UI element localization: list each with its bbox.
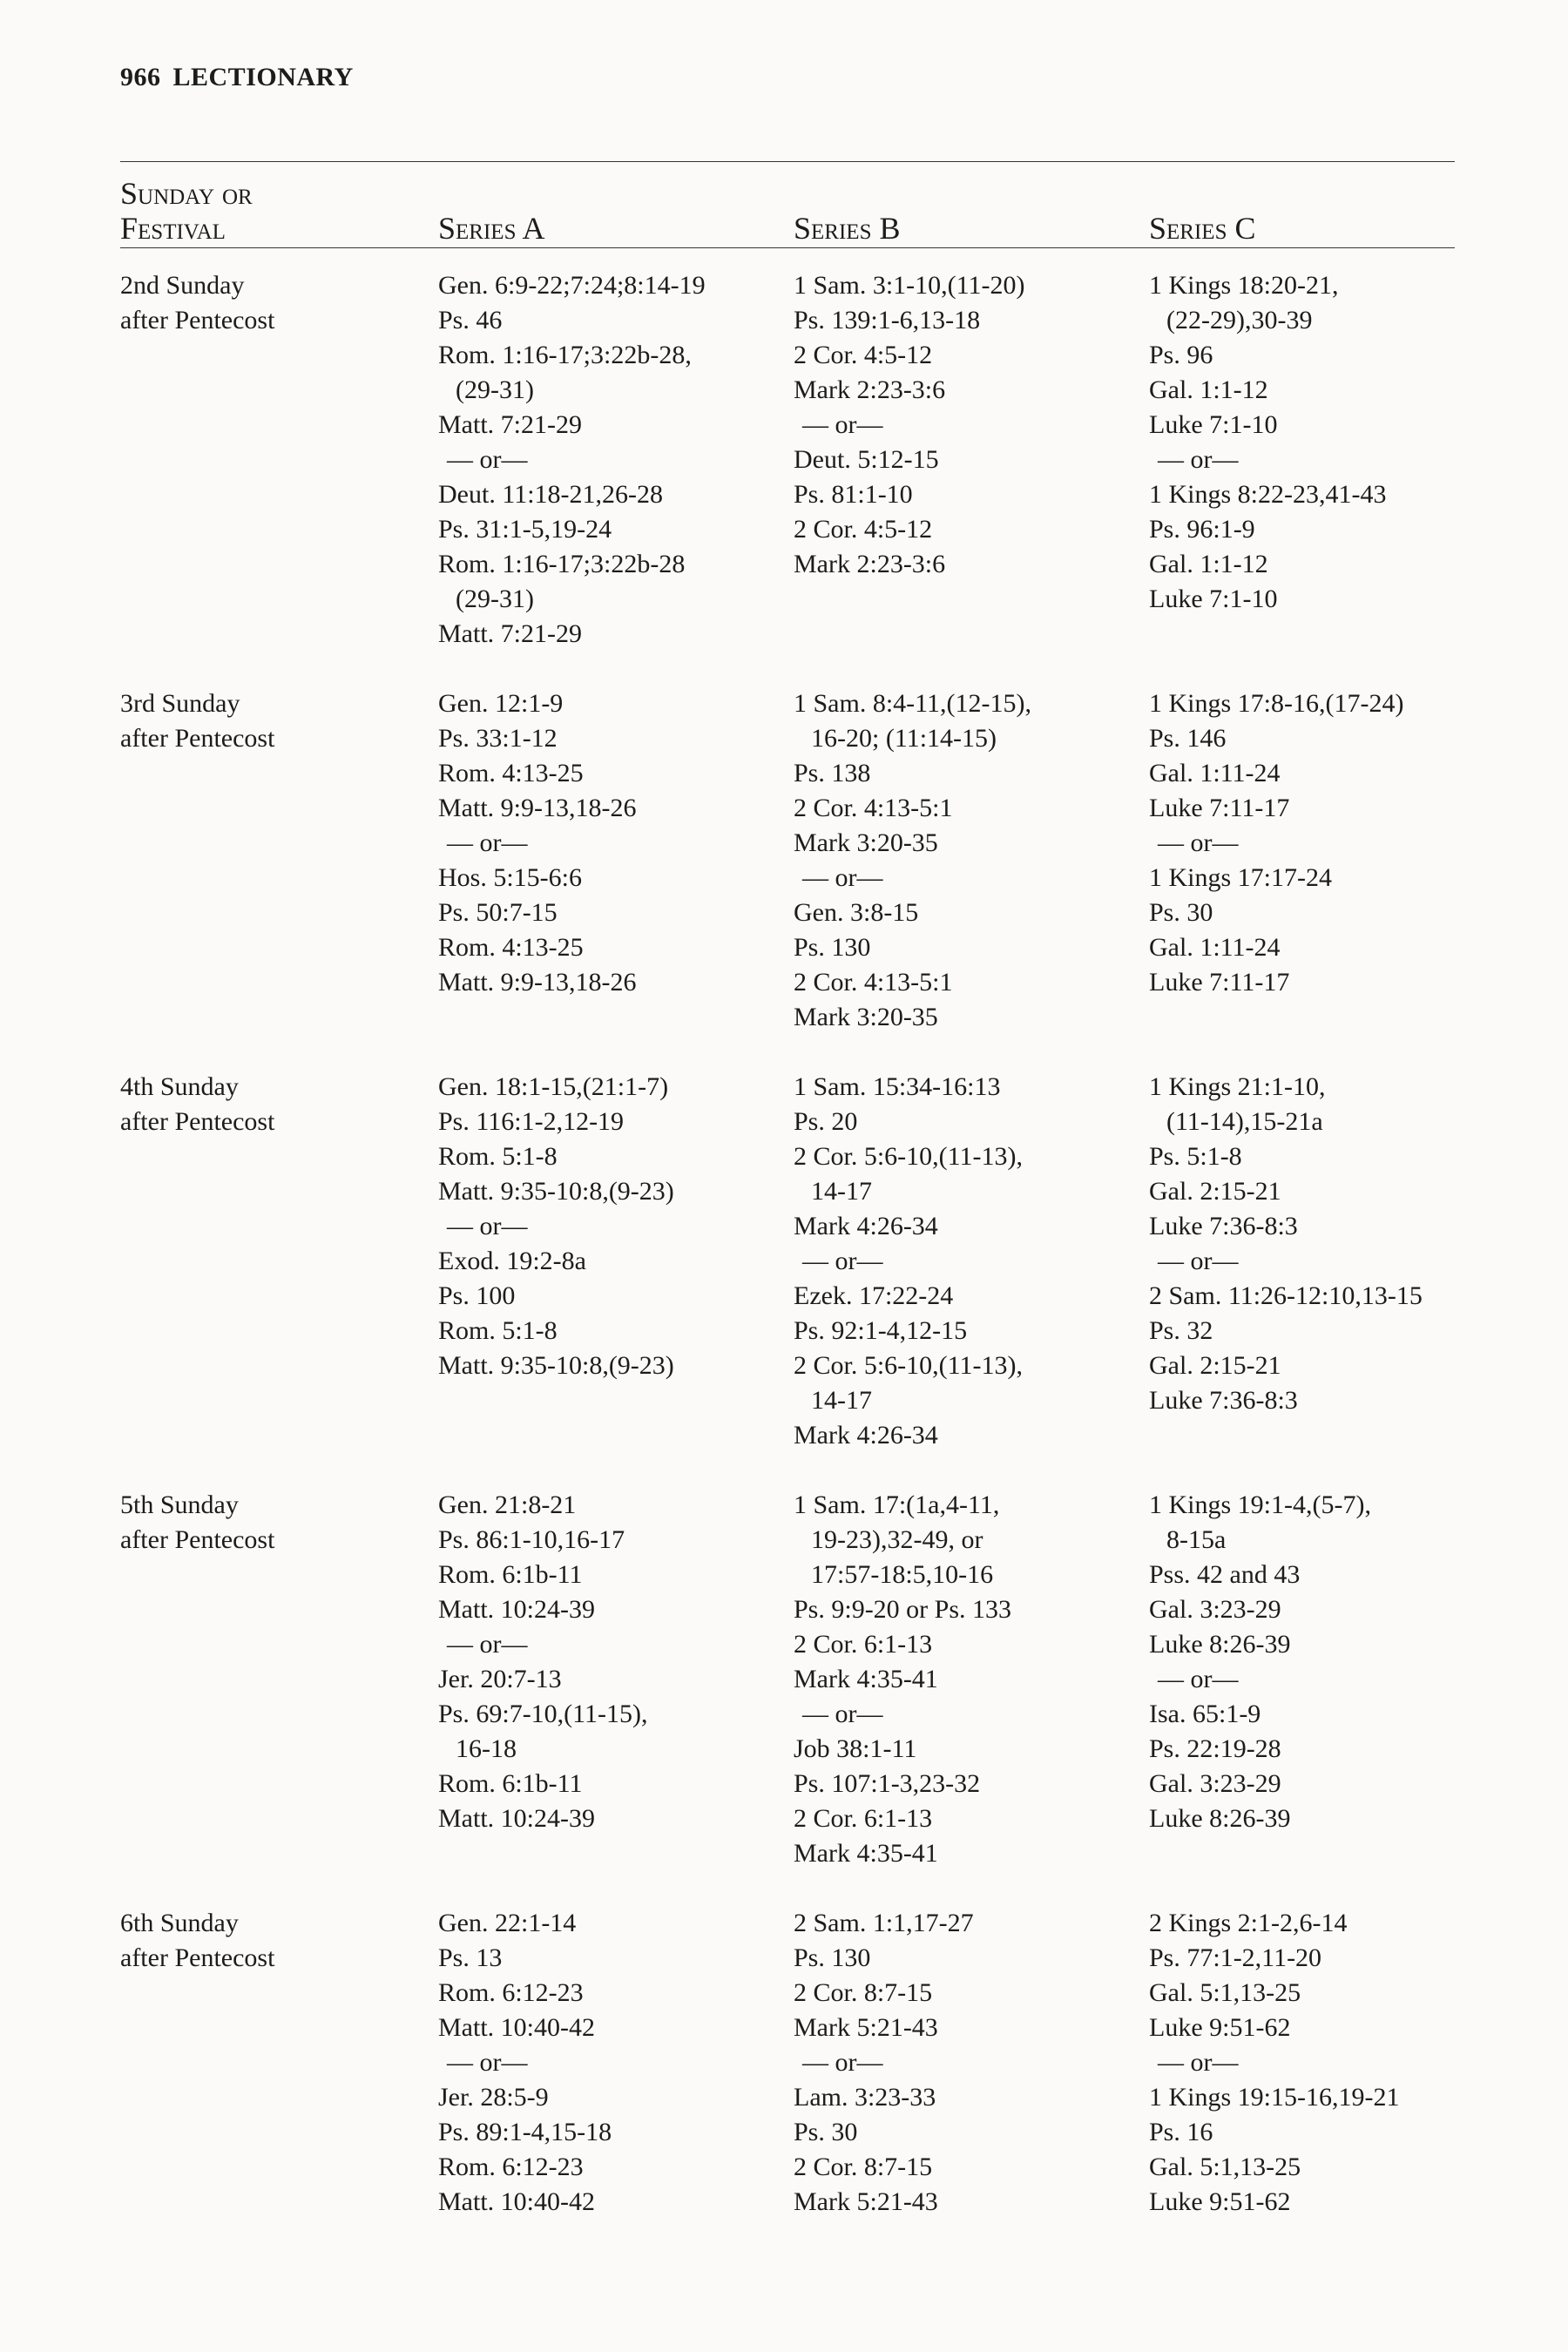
reading: 17:57-18:5,10-16	[811, 1560, 994, 1589]
festival-line: after Pentecost	[120, 724, 275, 753]
reading: Rom. 6:12-23	[438, 1978, 584, 2007]
series-b-cell	[794, 1906, 1149, 2220]
reading: 2 Cor. 8:7-15	[794, 1978, 933, 2007]
reading: Ps. 138	[794, 759, 871, 787]
reading: Gal. 3:23-29	[1149, 1595, 1281, 1624]
reading: Mark 2:23-3:6	[794, 550, 946, 578]
reading: 2 Sam. 1:1,17-27	[794, 1909, 974, 1937]
festival-line: 2nd Sunday	[120, 271, 245, 300]
table-row	[120, 268, 1455, 652]
reading: Gal. 2:15-21	[1149, 1177, 1281, 1206]
reading: 2 Cor. 5:6-10,(11-13),	[794, 1142, 1024, 1171]
reading: Matt. 10:24-39	[438, 1595, 595, 1624]
reading: Rom. 1:16-17;3:22b-28,	[438, 341, 692, 369]
reading: Ps. 107:1-3,23-32	[794, 1769, 981, 1798]
reading: 2 Cor. 4:13-5:1	[794, 794, 953, 822]
reading: Matt. 10:24-39	[438, 1804, 595, 1833]
reading: Ps. 130	[794, 1943, 871, 1972]
festival-cell	[120, 1488, 438, 1871]
reading: Ps. 50:7-15	[438, 898, 558, 927]
reading: Gal. 5:1,13-25	[1149, 1978, 1301, 2007]
lectionary-table-body	[120, 268, 1455, 2254]
reading: — or—	[447, 1212, 528, 1240]
reading: 1 Kings 18:20-21,	[1149, 271, 1339, 300]
reading: 8-15a	[1166, 1525, 1227, 1554]
table-row	[120, 1070, 1455, 1453]
reading: Mark 4:26-34	[794, 1212, 938, 1240]
reading: Luke 7:11-17	[1149, 794, 1290, 822]
series-c-cell	[1149, 686, 1455, 1035]
reading: (11-14),15-21a	[1166, 1107, 1323, 1136]
series-b-cell	[794, 1488, 1149, 1871]
reading: Ps. 92:1-4,12-15	[794, 1316, 968, 1345]
reading: 1 Kings 8:22-23,41-43	[1149, 480, 1387, 509]
reading: 2 Cor. 8:7-15	[794, 2153, 933, 2181]
reading: 16-20; (11:14-15)	[811, 724, 997, 753]
reading: Luke 8:26-39	[1149, 1630, 1291, 1659]
reading: Ps. 16	[1149, 2118, 1213, 2146]
reading: Mark 3:20-35	[794, 828, 938, 857]
table-row	[120, 686, 1455, 1035]
reading: Exod. 19:2-8a	[438, 1247, 586, 1275]
reading: 1 Kings 21:1-10,	[1149, 1072, 1326, 1101]
reading: Gal. 1:11-24	[1149, 933, 1281, 962]
reading: 16-18	[456, 1734, 517, 1763]
reading: — or—	[802, 1700, 883, 1728]
reading: 2 Cor. 4:13-5:1	[794, 968, 953, 997]
reading: Deut. 11:18-21,26-28	[438, 480, 664, 509]
page-title: LECTIONARY	[172, 63, 354, 91]
reading: Ps. 20	[794, 1107, 858, 1136]
reading: Ps. 146	[1149, 724, 1227, 753]
reading: Hos. 5:15-6:6	[438, 863, 582, 892]
series-c-cell	[1149, 1906, 1455, 2220]
festival-line: after Pentecost	[120, 306, 275, 335]
reading: Rom. 1:16-17;3:22b-28	[438, 550, 686, 578]
reading: Ps. 46	[438, 306, 503, 335]
reading: Gal. 3:23-29	[1149, 1769, 1281, 1798]
reading: (22-29),30-39	[1166, 306, 1313, 335]
reading: Jer. 20:7-13	[438, 1665, 562, 1693]
reading: — or—	[802, 2048, 883, 2077]
table-top-rule	[120, 161, 1455, 162]
reading: Luke 9:51-62	[1149, 2013, 1291, 2042]
reading: — or—	[447, 2048, 528, 2077]
reading: 1 Kings 19:1-4,(5-7),	[1149, 1490, 1371, 1519]
reading: 1 Sam. 17:(1a,4-11,	[794, 1490, 1000, 1519]
reading: — or—	[447, 1630, 528, 1659]
reading: Gen. 3:8-15	[794, 898, 919, 927]
festival-line: 3rd Sunday	[120, 689, 240, 718]
reading: 19-23),32-49, or	[811, 1525, 983, 1554]
reading: Mark 2:23-3:6	[794, 375, 946, 404]
reading: Mark 4:35-41	[794, 1665, 938, 1693]
reading: Mark 5:21-43	[794, 2013, 938, 2042]
reading: Matt. 9:35-10:8,(9-23)	[438, 1351, 674, 1380]
reading: 14-17	[811, 1177, 872, 1206]
series-a-cell	[438, 1488, 794, 1871]
reading: Gal. 1:1-12	[1149, 375, 1268, 404]
reading: — or—	[1158, 2048, 1239, 2077]
reading: Gen. 22:1-14	[438, 1909, 577, 1937]
reading: — or—	[1158, 445, 1239, 474]
reading: Matt. 7:21-29	[438, 410, 582, 439]
column-header-series-a: Series A	[438, 211, 545, 246]
reading: Ps. 22:19-28	[1149, 1734, 1281, 1763]
reading: Matt. 7:21-29	[438, 619, 582, 648]
reading: Lam. 3:23-33	[794, 2083, 936, 2112]
reading: Gen. 12:1-9	[438, 689, 564, 718]
reading: Deut. 5:12-15	[794, 445, 939, 474]
reading: Luke 7:1-10	[1149, 410, 1278, 439]
reading: Ps. 30	[794, 2118, 858, 2146]
reading: Matt. 10:40-42	[438, 2187, 595, 2216]
reading: 1 Kings 17:8-16,(17-24)	[1149, 689, 1404, 718]
series-a-cell	[438, 1070, 794, 1453]
reading: Gal. 5:1,13-25	[1149, 2153, 1301, 2181]
reading: Gen. 18:1-15,(21:1-7)	[438, 1072, 669, 1101]
reading: — or—	[447, 445, 528, 474]
reading: 1 Sam. 8:4-11,(12-15),	[794, 689, 1032, 718]
reading: Ps. 96:1-9	[1149, 515, 1255, 544]
reading: 1 Kings 19:15-16,19-21	[1149, 2083, 1400, 2112]
column-header-festival	[120, 176, 253, 246]
reading: 14-17	[811, 1386, 872, 1415]
reading: (29-31)	[456, 375, 534, 404]
series-a-cell	[438, 686, 794, 1035]
reading: 2 Cor. 5:6-10,(11-13),	[794, 1351, 1024, 1380]
reading: Rom. 5:1-8	[438, 1316, 558, 1345]
reading: — or—	[1158, 828, 1239, 857]
reading: Mark 5:21-43	[794, 2187, 938, 2216]
reading: Jer. 28:5-9	[438, 2083, 549, 2112]
reading: — or—	[802, 1247, 883, 1275]
series-a-cell	[438, 268, 794, 652]
festival-line: 4th Sunday	[120, 1072, 239, 1101]
reading: Luke 7:36-8:3	[1149, 1386, 1298, 1415]
reading: Gal. 2:15-21	[1149, 1351, 1281, 1380]
reading: 2 Cor. 6:1-13	[794, 1630, 933, 1659]
reading: Luke 8:26-39	[1149, 1804, 1291, 1833]
series-b-cell	[794, 1070, 1149, 1453]
series-c-cell	[1149, 1488, 1455, 1871]
reading: Gen. 21:8-21	[438, 1490, 577, 1519]
reading: Ps. 116:1-2,12-19	[438, 1107, 625, 1136]
reading: Matt. 9:9-13,18-26	[438, 968, 637, 997]
reading: 2 Cor. 6:1-13	[794, 1804, 933, 1833]
series-b-cell	[794, 268, 1149, 652]
series-b-cell	[794, 686, 1149, 1035]
festival-line: after Pentecost	[120, 1525, 275, 1554]
reading: — or—	[1158, 1247, 1239, 1275]
festival-cell	[120, 268, 438, 652]
table-header-rule	[120, 247, 1455, 248]
series-c-cell	[1149, 268, 1455, 652]
reading: Ps. 31:1-5,19-24	[438, 515, 612, 544]
reading: Rom. 4:13-25	[438, 759, 584, 787]
reading: Ps. 81:1-10	[794, 480, 913, 509]
reading: Matt. 9:9-13,18-26	[438, 794, 637, 822]
reading: Ps. 13	[438, 1943, 503, 1972]
reading: 1 Sam. 15:34-16:13	[794, 1072, 1001, 1101]
table-row	[120, 1488, 1455, 1871]
festival-cell	[120, 1070, 438, 1453]
reading: Ps. 86:1-10,16-17	[438, 1525, 625, 1554]
column-header-festival-line2: Festival	[120, 211, 226, 246]
column-header-series-b: Series B	[794, 211, 901, 246]
reading: Ps. 5:1-8	[1149, 1142, 1242, 1171]
page-number: 966	[120, 63, 161, 91]
reading: Ps. 9:9-20 or Ps. 133	[794, 1595, 1012, 1624]
reading: Pss. 42 and 43	[1149, 1560, 1301, 1589]
reading: 2 Cor. 4:5-12	[794, 515, 933, 544]
reading: Luke 7:1-10	[1149, 585, 1278, 613]
festival-cell	[120, 1906, 438, 2220]
running-head	[120, 63, 354, 92]
festival-line: after Pentecost	[120, 1107, 275, 1136]
column-header-festival-line1: Sunday or	[120, 176, 253, 211]
reading: Ps. 139:1-6,13-18	[794, 306, 981, 335]
reading: Ezek. 17:22-24	[794, 1281, 954, 1310]
festival-line: 5th Sunday	[120, 1490, 239, 1519]
reading: Matt. 9:35-10:8,(9-23)	[438, 1177, 674, 1206]
reading: — or—	[802, 863, 883, 892]
reading: 2 Kings 2:1-2,6-14	[1149, 1909, 1348, 1937]
reading: Gal. 1:11-24	[1149, 759, 1281, 787]
reading: Ps. 130	[794, 933, 871, 962]
reading: Ps. 89:1-4,15-18	[438, 2118, 612, 2146]
table-row	[120, 1906, 1455, 2220]
reading: — or—	[447, 828, 528, 857]
reading: 1 Sam. 3:1-10,(11-20)	[794, 271, 1025, 300]
reading: 2 Sam. 11:26-12:10,13-15	[1149, 1281, 1423, 1310]
reading: Rom. 4:13-25	[438, 933, 584, 962]
reading: 2 Cor. 4:5-12	[794, 341, 933, 369]
reading: Isa. 65:1-9	[1149, 1700, 1261, 1728]
reading: Luke 7:11-17	[1149, 968, 1290, 997]
reading: Ps. 33:1-12	[438, 724, 558, 753]
reading: Gen. 6:9-22;7:24;8:14-19	[438, 271, 706, 300]
reading: Gal. 1:1-12	[1149, 550, 1268, 578]
reading: Ps. 69:7-10,(11-15),	[438, 1700, 648, 1728]
column-header-series-c: Series C	[1149, 211, 1256, 246]
reading: Matt. 10:40-42	[438, 2013, 595, 2042]
reading: Mark 3:20-35	[794, 1003, 938, 1031]
reading: Mark 4:26-34	[794, 1421, 938, 1450]
reading: (29-31)	[456, 585, 534, 613]
reading: — or—	[802, 410, 883, 439]
reading: Ps. 32	[1149, 1316, 1213, 1345]
festival-line: after Pentecost	[120, 1943, 275, 1972]
series-a-cell	[438, 1906, 794, 2220]
reading: Rom. 6:12-23	[438, 2153, 584, 2181]
reading: Ps. 30	[1149, 898, 1213, 927]
reading: Rom. 6:1b-11	[438, 1560, 583, 1589]
reading: Ps. 77:1-2,11-20	[1149, 1943, 1322, 1972]
festival-line: 6th Sunday	[120, 1909, 239, 1937]
reading: Job 38:1-11	[794, 1734, 917, 1763]
reading: Mark 4:35-41	[794, 1839, 938, 1868]
reading: 1 Kings 17:17-24	[1149, 863, 1332, 892]
reading: Luke 9:51-62	[1149, 2187, 1291, 2216]
reading: — or—	[1158, 1665, 1239, 1693]
reading: Ps. 100	[438, 1281, 516, 1310]
reading: Rom. 5:1-8	[438, 1142, 558, 1171]
festival-cell	[120, 686, 438, 1035]
reading: Ps. 96	[1149, 341, 1213, 369]
series-c-cell	[1149, 1070, 1455, 1453]
reading: Luke 7:36-8:3	[1149, 1212, 1298, 1240]
reading: Rom. 6:1b-11	[438, 1769, 583, 1798]
